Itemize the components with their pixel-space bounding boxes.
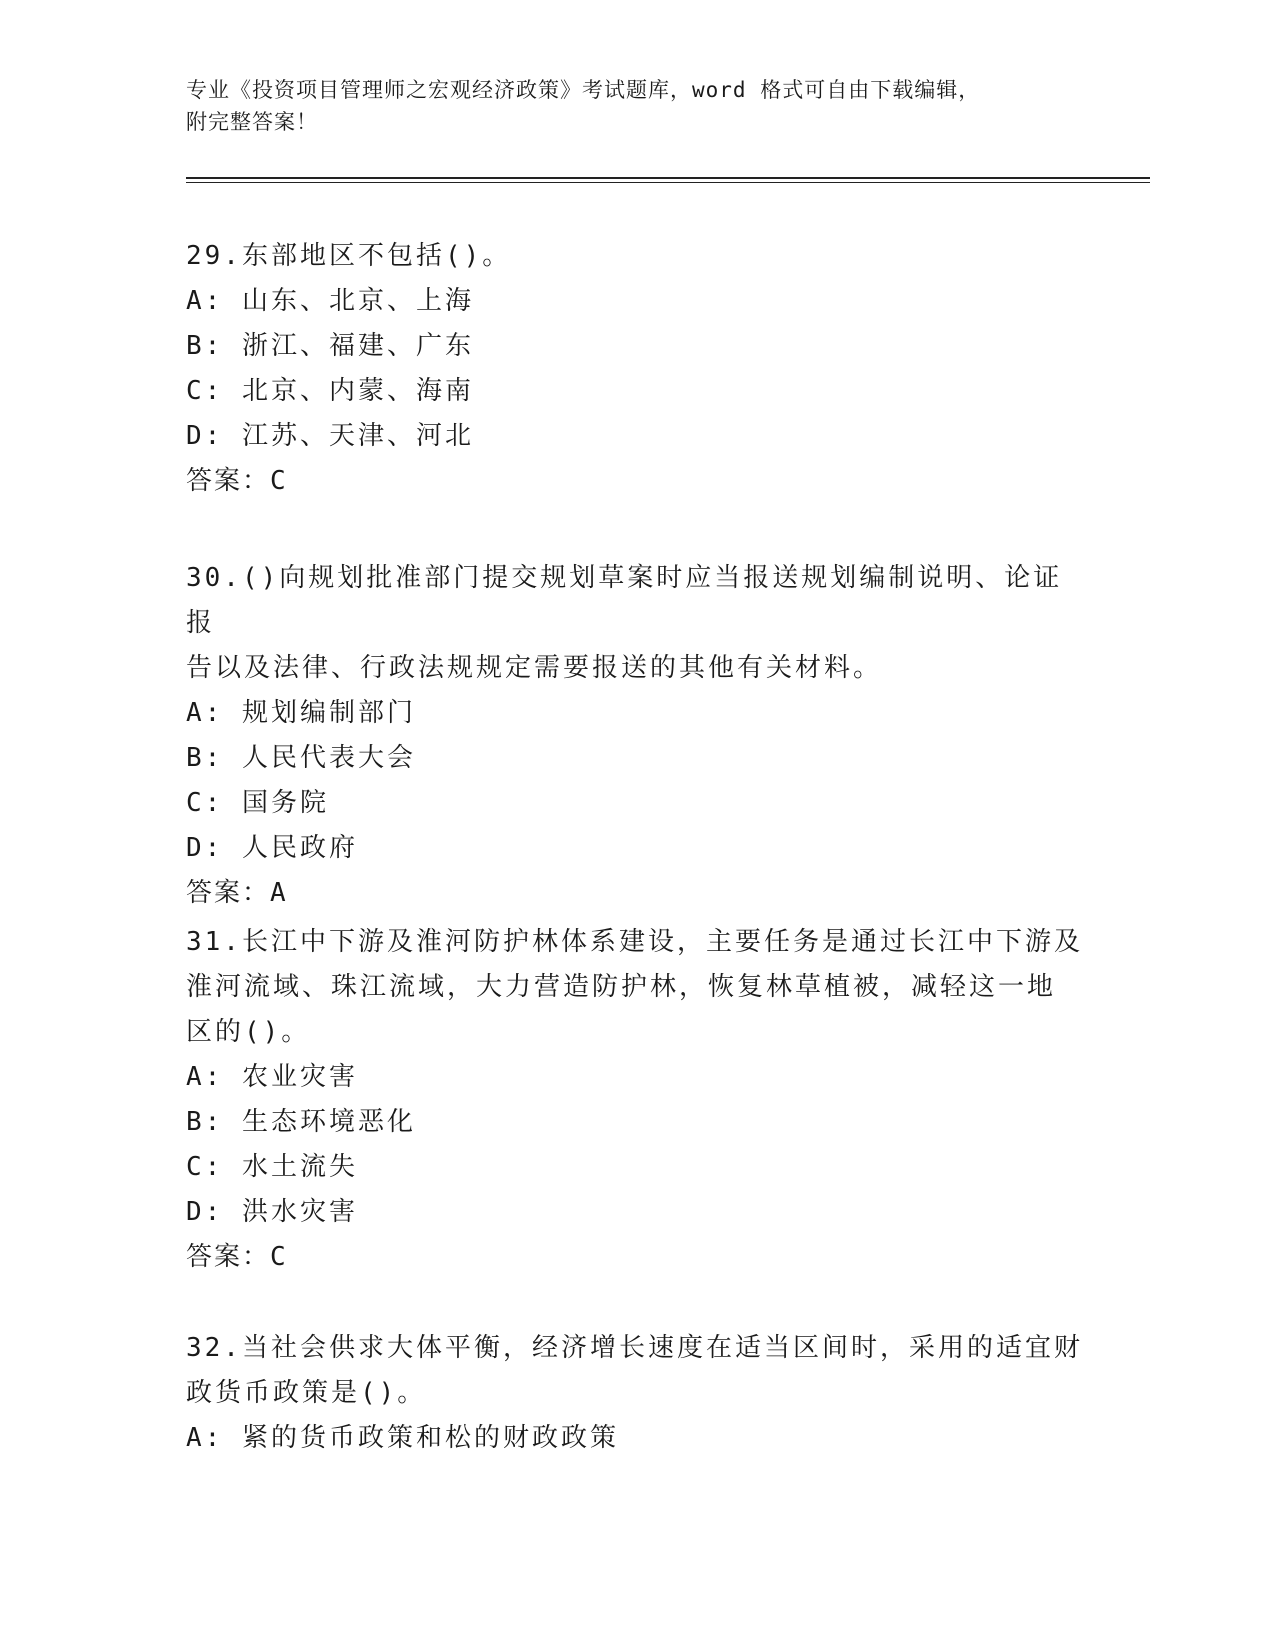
question-30 (186, 556, 1086, 916)
question-stem-line-2: 淮河流域、珠江流域，大力营造防护林，恢复林草植被，减轻这一地 (186, 972, 1057, 1002)
answer-line (186, 1235, 1086, 1280)
question-stem-line-2: 告以及法律、行政法规规定需要报送的其他有关材料。 (186, 653, 883, 683)
option-a: A: 紧的货币政策和松的财政政策 (186, 1423, 619, 1453)
answer-label: 答案： (186, 466, 271, 496)
question-stem-line-2: 政货币政策是()。 (186, 1378, 427, 1408)
question-29 (186, 234, 1086, 504)
question-stem-line-1: 32.当社会供求大体平衡，经济增长速度在适当区间时，采用的适宜财 (186, 1333, 1083, 1363)
question-stem-line-3: 区的()。 (186, 1017, 311, 1047)
header-line-2: 附完整答案！ (186, 110, 318, 134)
option-b: B: 浙江、福建、广东 (186, 331, 474, 361)
answer-label: 答案： (186, 878, 271, 908)
answer-value: C (270, 1242, 288, 1272)
question-stem-line-1: 31.长江中下游及淮河防护林体系建设，主要任务是通过长江中下游及 (186, 927, 1083, 957)
option-a: A: 山东、北京、上海 (186, 286, 474, 316)
header-divider-thin (186, 182, 1150, 183)
question-32 (186, 1326, 1086, 1461)
answer-label: 答案： (186, 1242, 271, 1272)
option-c: C: 水土流失 (186, 1152, 358, 1182)
header-divider (186, 177, 1150, 179)
option-d: D: 江苏、天津、河北 (186, 421, 474, 451)
option-d: D: 洪水灾害 (186, 1197, 358, 1227)
answer-value: C (270, 466, 288, 496)
option-d: D: 人民政府 (186, 833, 358, 863)
option-c: C: 国务院 (186, 788, 329, 818)
option-b: B: 人民代表大会 (186, 743, 416, 773)
answer-line (186, 459, 1086, 504)
option-a: A: 农业灾害 (186, 1062, 358, 1092)
question-stem: 29.东部地区不包括()。 (186, 241, 512, 271)
question-stem-line-1: 30.()向规划批准部门提交规划草案时应当报送规划编制说明、论证报 (186, 563, 1063, 638)
option-b: B: 生态环境恶化 (186, 1107, 416, 1137)
option-a: A: 规划编制部门 (186, 698, 416, 728)
answer-value: A (270, 878, 288, 908)
header-line-1: 专业《投资项目管理师之宏观经济政策》考试题库，word 格式可自由下载编辑， (186, 78, 981, 102)
document-header (186, 74, 1086, 138)
answer-line (186, 871, 1086, 916)
option-c: C: 北京、内蒙、海南 (186, 376, 474, 406)
question-31 (186, 920, 1086, 1280)
